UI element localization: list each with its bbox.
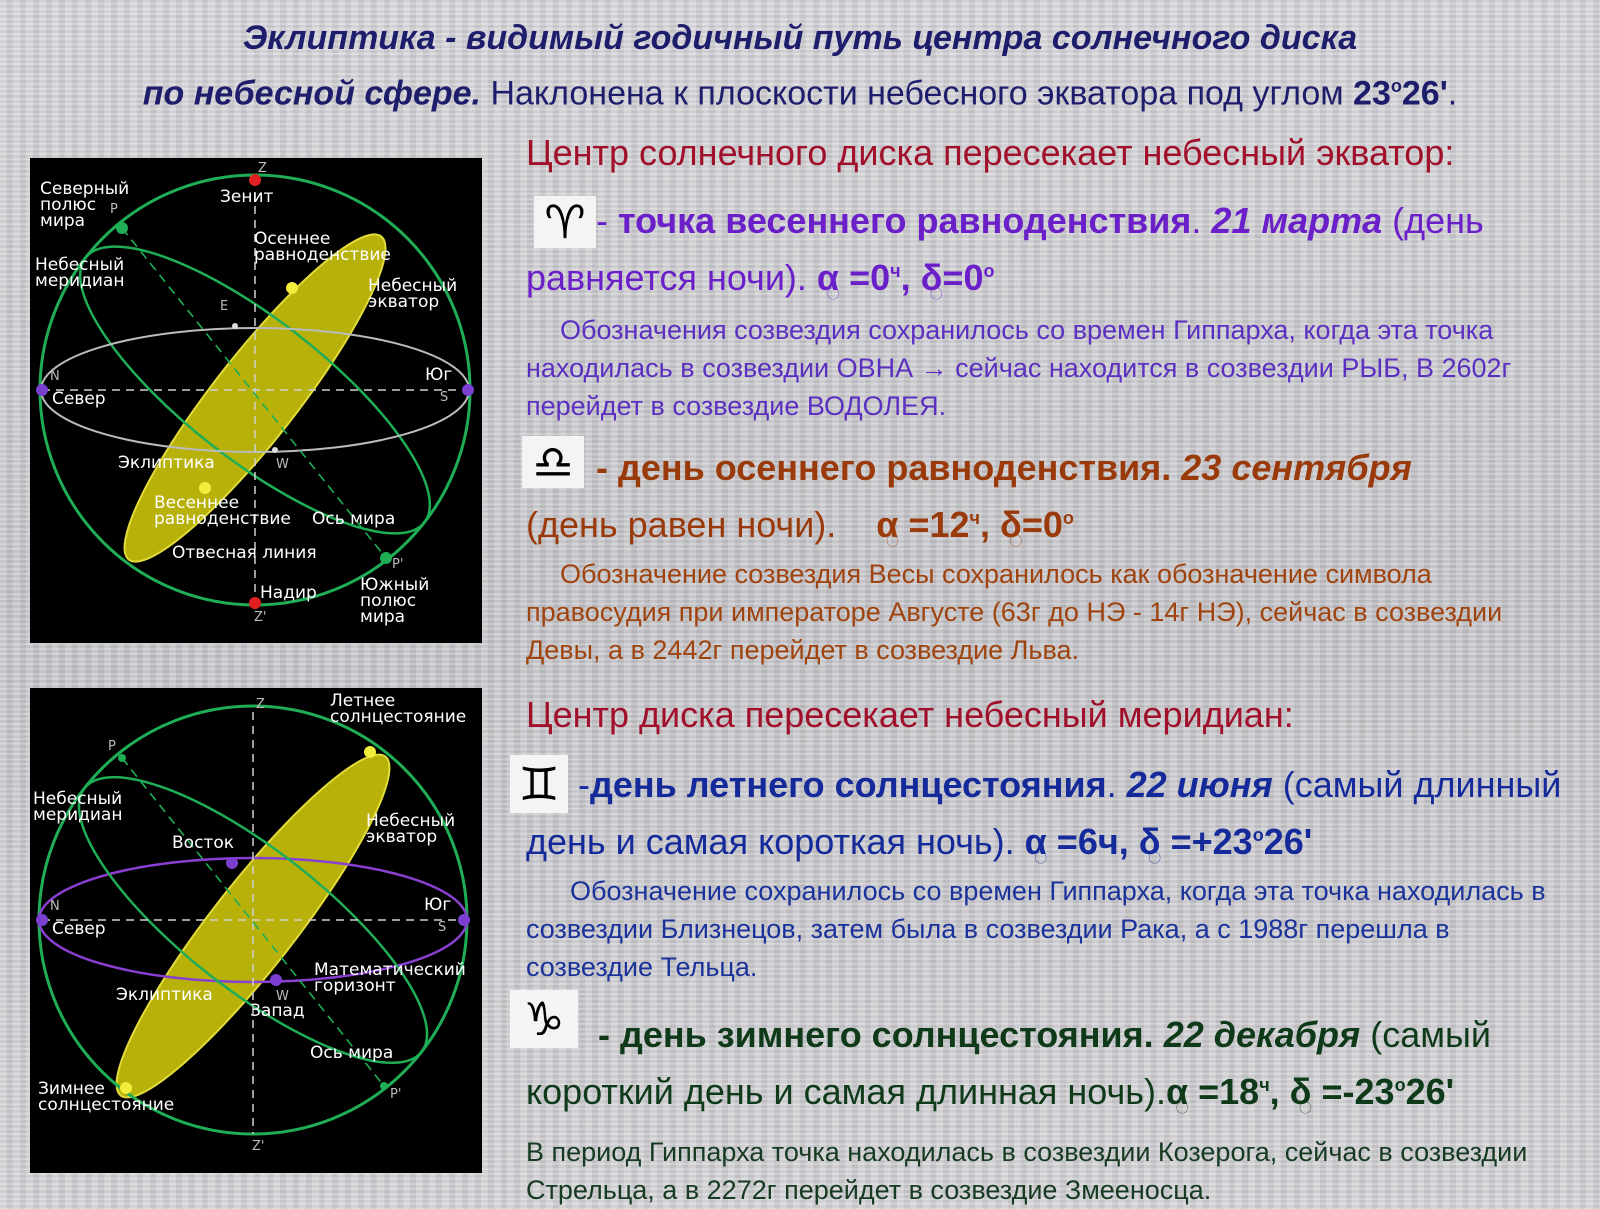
capricorn-icon: ♑ [510,990,578,1048]
vernal-note-text: Обозначения созвездия сохранилось со времен Гиппарха, когда эта точка находилась в созвездии ОВНА → сейчас находится в созвездии РЫБ, В 2602г перейдет в созвездие ВОДОЛЕЯ. [526,315,1512,421]
winter-delta-min: 26' [1405,1071,1455,1112]
label-east: Восток [172,833,234,853]
west-point [272,447,278,453]
east-point [226,857,238,869]
title-line2-rest: Наклонена к плоскости небесного экватора под углом [481,74,1354,113]
summer-dot: . [1106,764,1127,805]
north-pole-point [116,222,128,234]
label-vernal-1: Весеннее [154,493,240,513]
winter-note [526,1133,1576,1209]
label-nadir: Надир [260,583,317,603]
winter-solstice-point [120,1082,132,1094]
vernal-date: 21 марта [1211,200,1383,241]
summer-alpha-val: =6ч [1046,821,1119,862]
vernal-alpha-val: =0 [839,257,891,298]
vernal-name: точка весеннего равноденствия [618,200,1192,241]
label-letter-e: E [220,299,229,314]
label-ecliptic: Эклиптика [118,453,215,473]
winter-alpha: α [1165,1071,1189,1112]
summer-delta-min: 26' [1263,821,1313,862]
title-angle-min: 26' [1401,74,1448,113]
equinox-diagram [30,158,482,643]
summer-alpha: α [1024,821,1047,862]
south-pole-point [380,552,392,564]
winter-delta: δ [1289,1071,1312,1112]
summer-date: 22 июня [1126,764,1273,805]
label-meridian-1: Небесный [35,255,125,275]
page-title [10,14,1590,117]
vernal-alpha: α [816,257,840,298]
south-pole-point [380,1082,388,1090]
label-zenith: Зенит [220,187,274,207]
label-winter-1: Зимнее [38,1079,105,1099]
autumnal-delta: δ [999,504,1022,545]
label-letter-s: S [438,920,447,935]
autumnal-date: 23 сентября [1181,447,1412,488]
winter-delta-val: =-23 [1311,1071,1395,1112]
vernal-delta-val: =0 [942,257,984,298]
label-letter-z: Z [258,161,267,176]
label-south-pole-1: Южный [360,575,430,595]
label-meridian-2: меридиан [33,805,123,825]
autumnal-sep: , [979,504,1000,545]
autumnal-alpha: α [876,504,899,545]
label-letter-p: P [108,739,116,754]
summer-note [526,872,1576,986]
label-horizon-2: горизонт [314,976,396,996]
libra-icon: ♎ [522,436,584,488]
autumnal-note [526,555,1576,669]
north-point [36,384,48,396]
label-letter-n: N [50,369,60,384]
label-letter-z-prime: Z' [252,1139,265,1154]
autumnal-equinox-point [286,282,298,294]
label-south-pole-3: мира [360,607,406,627]
south-point [458,914,470,926]
autumnal-name: день осеннего равноденствия. [618,447,1182,488]
label-summer-1: Летнее [330,691,396,711]
winter-sep: , [1269,1071,1290,1112]
east-point [232,323,238,329]
solstice-sphere-svg [30,688,482,1173]
title-angle-sup: o [1390,76,1402,96]
label-letter-z: Z [256,697,265,712]
label-meridian-2: меридиан [35,271,125,291]
section-equator-heading: Центр солнечного диска пересекает небесный экватор: [526,132,1455,173]
aries-icon: ♈ [534,196,596,248]
vernal-dot: . [1191,200,1212,241]
summer-delta-unit: o [1252,825,1264,845]
label-winter-2: солнцестояние [38,1095,175,1115]
gemini-icon: ♊ [510,755,568,813]
label-letter-p-prime: P' [392,557,404,572]
label-letter-n: N [50,899,60,914]
title-line1: Эклиптика - видимый годичный путь центра солнечного диска [242,19,1358,57]
autumnal-entry [526,443,1576,566]
vernal-paren: (день равняется ночи). [526,200,1484,298]
autumnal-alpha-unit: ч [969,508,980,528]
title-angle-deg: 23 [1353,74,1391,113]
autumnal-delta-unit: o [1062,508,1074,528]
winter-dash: - [588,1014,620,1055]
label-autumnal-1: Осеннее [254,229,331,249]
winter-name: день зимнего солнцестояния. [620,1014,1164,1055]
title-dot: . [1447,74,1458,113]
label-world-axis: Ось мира [310,1043,394,1063]
label-summer-2: солнцестояние [330,707,467,727]
autumnal-note-text: Обозначение созвездия Весы сохранилось как обозначение символа правосудия при императоре Августе (63г до НЭ - 14г НЭ), сейчас в созвездии Девы, а в 2442г перейдет в созвездие Льва. [526,559,1503,665]
title-line2-bold: по небесной сфере. [142,74,481,113]
vernal-alpha-unit: ч [890,261,901,281]
winter-alpha-unit: ч [1259,1075,1270,1095]
label-north-pole-3: мира [40,211,86,231]
section-meridian-heading: Центр диска пересекает небесный меридиан: [526,694,1294,735]
label-south-pole-2: полюс [360,591,417,611]
label-north-pole-1: Северный [40,179,130,199]
vernal-entry [526,196,1576,319]
vernal-sep: , [900,257,921,298]
winter-entry [526,1010,1576,1133]
vernal-note [526,311,1576,425]
label-north: Север [52,389,106,409]
label-letter-s: S [440,390,449,405]
label-west: Запад [250,1001,305,1021]
autumnal-alpha-val: =12 [898,504,970,545]
vernal-dash: - [596,200,618,241]
label-equator-2: экватор [366,827,438,847]
label-horizon-1: Математический [314,960,466,980]
winter-delta-unit: o [1394,1075,1406,1095]
north-pole-point [118,754,126,762]
autumnal-delta-val: =0 [1021,504,1063,545]
label-letter-p: P [110,202,118,217]
solstice-diagram [30,688,482,1173]
label-equator-1: Небесный [366,811,456,831]
winter-alpha-val: =18 [1188,1071,1260,1112]
summer-delta-val: =+23 [1160,821,1253,862]
autumnal-dash: - [596,447,618,488]
winter-note-text: В период Гиппарха точка находилась в созвездии Козерога, сейчас в созвездии Стрельца, а в 2272г перейдет в созвездие Змееносца. [526,1137,1528,1205]
north-point [36,914,48,926]
winter-paren: (самый короткий день и самая длинная ночь). [526,1014,1491,1112]
label-equator-1: Небесный [368,276,458,296]
label-south: Юг [425,365,453,385]
label-autumnal-2: равноденствие [254,245,391,265]
summer-paren: (самый длинный день и самая короткая ночь). [526,764,1562,862]
label-letter-w: W [276,457,289,472]
vernal-delta-unit: o [983,261,995,281]
label-north: Север [52,919,106,939]
summer-entry [526,760,1576,883]
label-north-pole-2: полюс [40,195,97,215]
autumnal-paren: (день равен ночи). [526,504,877,545]
winter-date: 22 декабря [1163,1014,1361,1055]
label-letter-p-prime: P' [390,1087,402,1102]
summer-solstice-point [364,746,376,758]
label-meridian-1: Небесный [33,789,123,809]
label-world-axis: Ось мира [312,509,396,529]
summer-sep: , [1118,821,1139,862]
summer-name: день летнего солнцестояния [590,764,1107,805]
south-point [462,384,474,396]
label-plumb-line: Отвесная линия [172,543,317,563]
label-equator-2: экватор [368,292,440,312]
label-south: Юг [424,895,452,915]
summer-delta: δ [1138,821,1161,862]
label-letter-z-prime: Z' [254,610,267,625]
label-letter-w: W [276,989,289,1004]
summer-note-text: Обозначение сохранилось со времен Гиппарха, когда эта точка находилась в созвездии Близнецов, затем была в созвездии Рака, а с 1988г перешла в созвездие Тельца. [526,876,1546,982]
label-vernal-2: равноденствие [154,509,291,529]
equinox-sphere-svg [30,158,482,643]
summer-dash: - [578,764,590,805]
label-ecliptic: Эклиптика [116,985,213,1005]
west-point [270,974,282,986]
vernal-delta: δ [920,257,943,298]
